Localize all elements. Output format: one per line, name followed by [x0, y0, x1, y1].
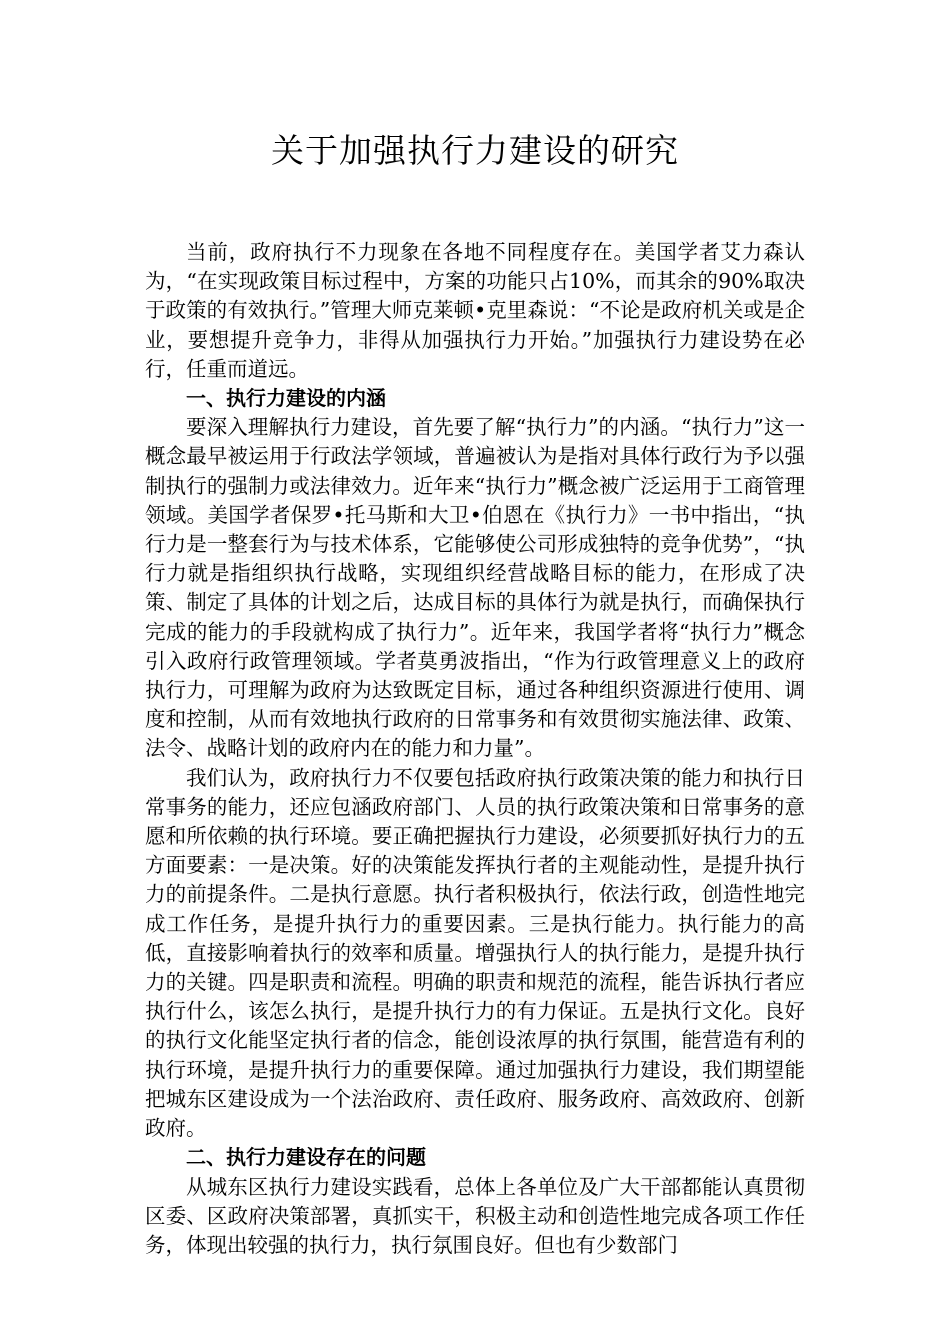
paragraph-connotation: 要深入理解执行力建设，首先要了解“执行力”的内涵。“执行力”这一概念最早被运用于行政法学领域，普遍被认为是指对具体行政行为予以强制执行的强制力或法律效力。近年来“执行力”概念被广泛运用于工商管理领域。美国学者保罗•托马斯和大卫•伯恩在《执行力》一书中指出，“执行力是一整套行为与技术体系，它能够使公司形成独特的竞争优势”，“执行力就是指组织执行战略，实现组织经营战略目标的能力，在形成了决策、制定了具体的计划之后，达成目标的具体行为就是执行，而确保执行完成的能力的手段就构成了执行力”。近年来，我国学者将“执行力”概念引入政府行政管理领域。学者莫勇波指出，“作为行政管理意义上的政府执行力，可理解为政府为达致既定目标，通过各种组织资源进行使用、调度和控制，从而有效地执行政府的日常事务和有效贯彻实施法律、政策、法令、战略计划的政府内在的能力和力量”。	[145, 415, 805, 761]
paragraph-intro: 当前，政府执行不力现象在各地不同程度存在。美国学者艾力森认为，“在实现政策目标过程中，方案的功能只占10%，而其余的90%取决于政策的有效执行。”管理大师克莱顿•克里森说：“不论是政府机关或是企业，要想提升竞争力，非得从加强执行力开始。”加强执行力建设势在必行，任重而道远。	[145, 240, 805, 381]
section-heading-2: 二、执行力建设存在的问题	[186, 1145, 426, 1170]
paragraph-elements: 我们认为，政府执行力不仅要包括政府执行政策决策的能力和执行日常事务的能力，还应包涵政府部门、人员的执行政策决策和日常事务的意愿和所依赖的执行环境。要正确把握执行力建设，必须要抓好执行力的五方面要素：一是决策。好的决策能发挥执行者的主观能动性，是提升执行力的前提条件。二是执行意愿。执行者积极执行，依法行政，创造性地完成工作任务，是提升执行力的重要因素。三是执行能力。执行能力的高低，直接影响着执行的效率和质量。增强执行人的执行能力，是提升执行力的关键。四是职责和流程。明确的职责和规范的流程，能告诉执行者应执行什么，该怎么执行，是提升执行力的有力保证。五是执行文化。良好的执行文化能坚定执行者的信念，能创设浓厚的执行氛围，能营造有利的执行环境，是提升执行力的重要保障。通过加强执行力建设，我们期望能把城东区建设成为一个法治政府、责任政府、服务政府、高效政府、创新政府。	[145, 765, 805, 1141]
section-heading-1: 一、执行力建设的内涵	[186, 386, 386, 411]
document-body	[145, 238, 805, 1260]
document-title: 关于加强执行力建设的研究	[271, 131, 679, 170]
paragraph-problems: 从城东区执行力建设实践看，总体上各单位及广大干部都能认真贯彻区委、区政府决策部署，真抓实干，积极主动和创造性地完成各项工作任务，体现出较强的执行力，执行氛围良好。但也有少数部门	[145, 1174, 805, 1257]
